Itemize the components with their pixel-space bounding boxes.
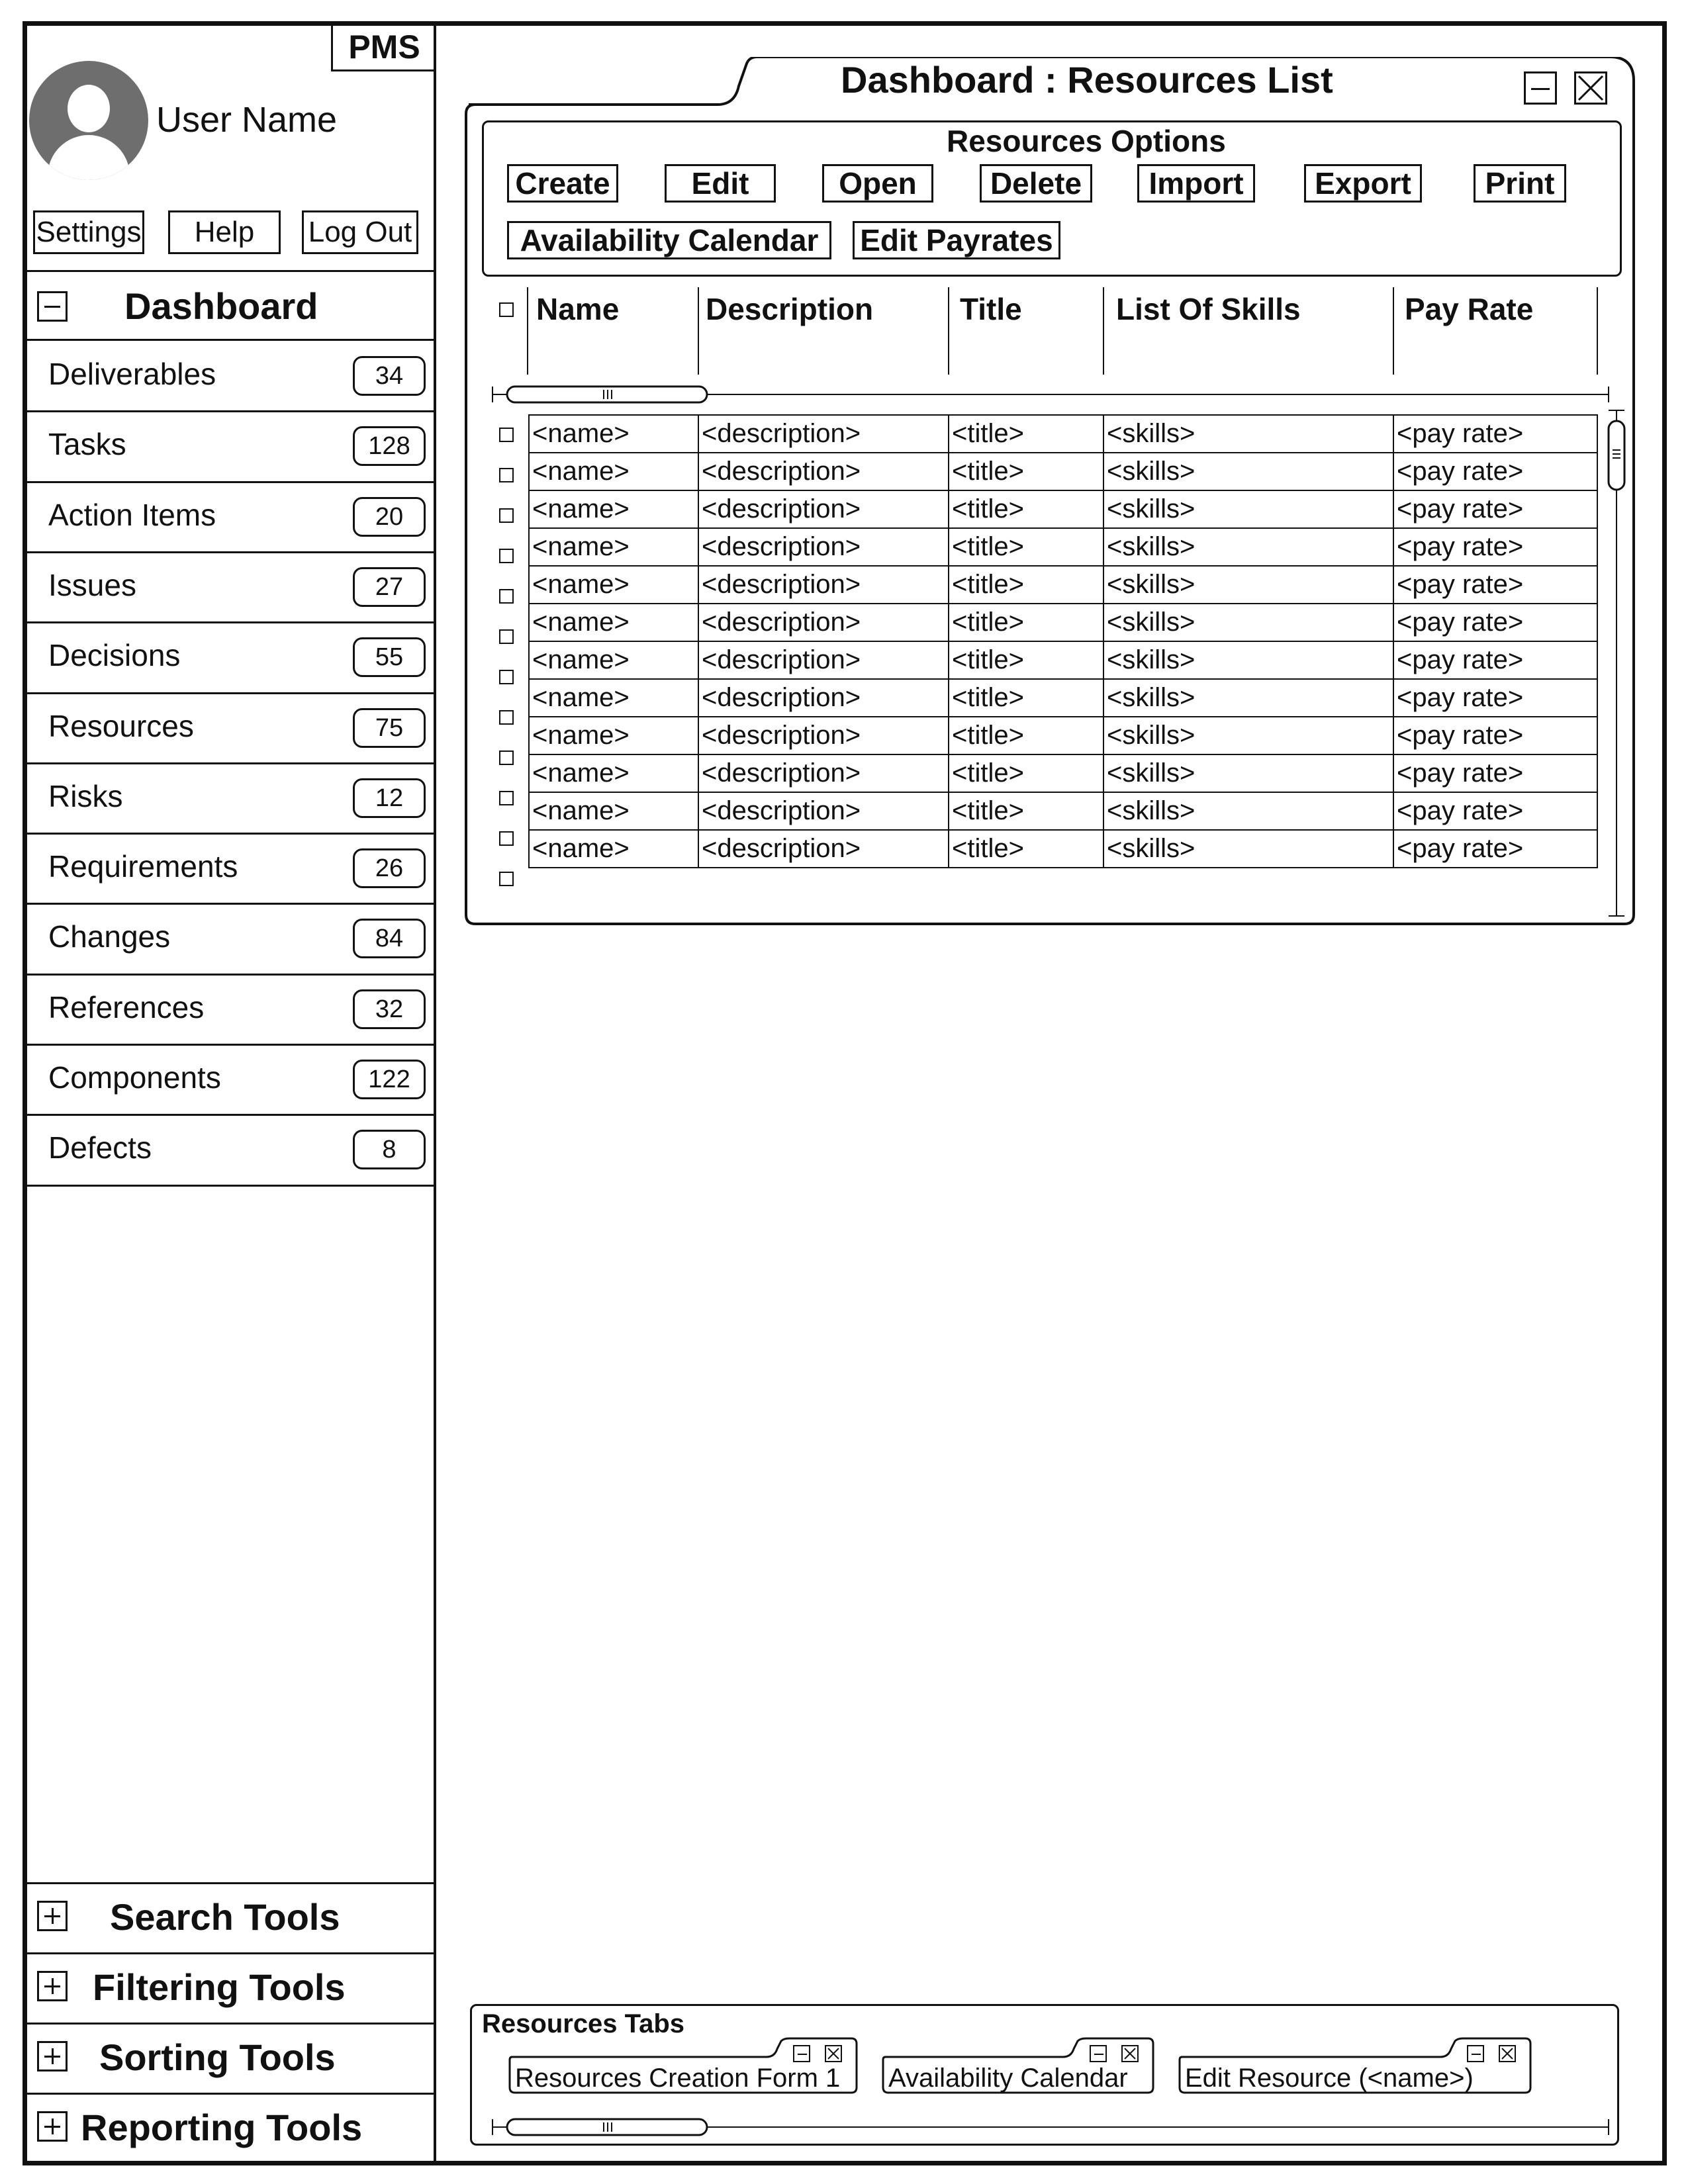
count-badge: 12	[353, 778, 426, 818]
cell-skills: <skills>	[1103, 830, 1393, 868]
cell-pay-rate: <pay rate>	[1393, 717, 1597, 754]
table-row[interactable]	[529, 830, 1597, 868]
window-title: Dashboard : Resources List	[841, 59, 1333, 101]
divider	[25, 551, 436, 553]
count-badge: 34	[353, 356, 426, 396]
tab-label[interactable]: Edit Resource (<name>)	[1185, 2064, 1474, 2093]
options-title: Resources Options	[947, 124, 1226, 158]
cell-skills: <skills>	[1103, 679, 1393, 717]
edit-payrates-button[interactable]: Edit Payrates	[853, 221, 1060, 259]
divider	[25, 270, 436, 272]
cell-skills: <skills>	[1103, 604, 1393, 641]
cell-name: <name>	[529, 566, 698, 604]
row-checkbox[interactable]	[499, 428, 514, 442]
divider	[25, 2093, 436, 2095]
column-header-title[interactable]: Title	[960, 292, 1022, 326]
table-row[interactable]	[529, 490, 1597, 528]
close-icon[interactable]	[1574, 71, 1607, 105]
row-checkbox[interactable]	[499, 508, 514, 523]
table-row[interactable]	[529, 717, 1597, 754]
cell-pay-rate: <pay rate>	[1393, 490, 1597, 528]
cell-skills: <skills>	[1103, 641, 1393, 679]
minimize-icon[interactable]	[1524, 71, 1557, 105]
divider	[25, 1185, 436, 1187]
row-checkbox[interactable]	[499, 710, 514, 725]
sidebar-item-defects[interactable]: Defects	[48, 1130, 152, 1165]
cell-title: <title>	[949, 792, 1103, 830]
cell-title: <title>	[949, 415, 1103, 453]
cell-name: <name>	[529, 792, 698, 830]
import-button[interactable]: Import	[1137, 164, 1255, 203]
divider	[25, 1114, 436, 1116]
table-row[interactable]	[529, 453, 1597, 490]
cell-description: <description>	[698, 415, 949, 453]
edit-button[interactable]: Edit	[665, 164, 776, 203]
tool-section-filtering-tools[interactable]: Filtering Tools	[93, 1966, 346, 2008]
count-badge: 20	[353, 497, 426, 537]
cell-description: <description>	[698, 528, 949, 566]
cell-description: <description>	[698, 792, 949, 830]
cell-skills: <skills>	[1103, 566, 1393, 604]
settings-button[interactable]: Settings	[33, 210, 144, 254]
count-badge: 32	[353, 989, 426, 1029]
row-checkbox[interactable]	[499, 872, 514, 886]
row-checkbox[interactable]	[499, 468, 514, 482]
cell-pay-rate: <pay rate>	[1393, 415, 1597, 453]
cell-title: <title>	[949, 453, 1103, 490]
sidebar-item-risks[interactable]: Risks	[48, 779, 123, 813]
column-separator	[948, 287, 949, 375]
resources-table	[528, 414, 1598, 868]
sidebar-item-references[interactable]: References	[48, 990, 205, 1024]
count-badge: 55	[353, 637, 426, 677]
cell-description: <description>	[698, 490, 949, 528]
count-badge: 128	[353, 426, 426, 466]
cell-pay-rate: <pay rate>	[1393, 604, 1597, 641]
tab-label[interactable]: Availability Calendar	[888, 2064, 1128, 2093]
cell-title: <title>	[949, 604, 1103, 641]
cell-pay-rate: <pay rate>	[1393, 641, 1597, 679]
cell-skills: <skills>	[1103, 453, 1393, 490]
sidebar-item-action-items[interactable]: Action Items	[48, 498, 216, 532]
table-row[interactable]	[529, 641, 1597, 679]
count-badge: 27	[353, 567, 426, 607]
table-row[interactable]	[529, 566, 1597, 604]
divider	[25, 1044, 436, 1046]
close-icon[interactable]	[1121, 2045, 1139, 2062]
minimize-icon[interactable]	[1090, 2045, 1107, 2062]
minimize-icon[interactable]	[793, 2045, 810, 2062]
row-checkbox[interactable]	[499, 670, 514, 684]
cell-pay-rate: <pay rate>	[1393, 566, 1597, 604]
cell-title: <title>	[949, 717, 1103, 754]
cell-pay-rate: <pay rate>	[1393, 792, 1597, 830]
column-separator	[1103, 287, 1104, 375]
cell-name: <name>	[529, 717, 698, 754]
open-button[interactable]: Open	[822, 164, 933, 203]
export-button[interactable]: Export	[1304, 164, 1422, 203]
row-checkbox[interactable]	[499, 549, 514, 563]
count-badge: 8	[353, 1130, 426, 1169]
horizontal-scrollbar[interactable]	[490, 381, 1611, 408]
column-header-skills[interactable]: List Of Skills	[1116, 292, 1301, 326]
divider	[25, 621, 436, 623]
column-header-description[interactable]: Description	[706, 292, 874, 326]
cell-name: <name>	[529, 528, 698, 566]
count-badge: 26	[353, 848, 426, 888]
minus-box-icon[interactable]	[37, 291, 68, 322]
sidebar-item-resources[interactable]: Resources	[48, 709, 194, 743]
sidebar-item-issues[interactable]: Issues	[48, 568, 136, 602]
cell-pay-rate: <pay rate>	[1393, 679, 1597, 717]
table-row[interactable]	[529, 754, 1597, 792]
cell-description: <description>	[698, 679, 949, 717]
cell-skills: <skills>	[1103, 754, 1393, 792]
cell-title: <title>	[949, 490, 1103, 528]
column-separator	[1393, 287, 1394, 375]
availability-calendar-button[interactable]: Availability Calendar	[507, 221, 831, 259]
cell-name: <name>	[529, 830, 698, 868]
count-badge: 122	[353, 1060, 426, 1099]
vertical-scrollbar[interactable]	[1605, 408, 1628, 919]
dashboard-section-title[interactable]: Dashboard	[124, 285, 318, 327]
divider	[25, 692, 436, 694]
divider	[25, 2023, 436, 2025]
column-separator	[527, 287, 528, 375]
cell-description: <description>	[698, 604, 949, 641]
tabs-horizontal-scrollbar[interactable]	[490, 2114, 1611, 2140]
tool-section-reporting-tools[interactable]: Reporting Tools	[81, 2107, 363, 2148]
plus-box-icon[interactable]	[37, 2041, 68, 2071]
divider	[25, 833, 436, 835]
tool-section-search-tools[interactable]: Search Tools	[110, 1896, 340, 1938]
cell-description: <description>	[698, 717, 949, 754]
divider	[25, 903, 436, 905]
logout-button[interactable]: Log Out	[302, 210, 418, 254]
user-avatar-icon	[29, 61, 148, 180]
cell-title: <title>	[949, 528, 1103, 566]
cell-title: <title>	[949, 754, 1103, 792]
cell-name: <name>	[529, 679, 698, 717]
sidebar-item-tasks[interactable]: Tasks	[48, 427, 126, 461]
count-badge: 84	[353, 919, 426, 958]
column-separator	[1597, 287, 1598, 375]
cell-title: <title>	[949, 641, 1103, 679]
cell-description: <description>	[698, 754, 949, 792]
tabs-panel-title: Resources Tabs	[482, 2009, 685, 2038]
print-button[interactable]: Print	[1474, 164, 1566, 203]
minimize-icon[interactable]	[1467, 2045, 1484, 2062]
cell-name: <name>	[529, 641, 698, 679]
divider	[25, 974, 436, 976]
cell-pay-rate: <pay rate>	[1393, 528, 1597, 566]
cell-title: <title>	[949, 830, 1103, 868]
divider	[25, 1952, 436, 1954]
column-header-pay-rate[interactable]: Pay Rate	[1405, 292, 1534, 326]
cell-skills: <skills>	[1103, 415, 1393, 453]
row-checkbox[interactable]	[499, 831, 514, 846]
tool-section-sorting-tools[interactable]: Sorting Tools	[99, 2036, 336, 2078]
row-checkbox[interactable]	[499, 589, 514, 604]
cell-title: <title>	[949, 679, 1103, 717]
close-icon[interactable]	[825, 2045, 842, 2062]
sidebar-item-changes[interactable]: Changes	[48, 919, 171, 954]
cell-description: <description>	[698, 566, 949, 604]
cell-pay-rate: <pay rate>	[1393, 830, 1597, 868]
select-all-checkbox[interactable]	[499, 302, 514, 317]
divider	[25, 762, 436, 764]
cell-name: <name>	[529, 415, 698, 453]
app-brand: PMS	[331, 24, 436, 71]
divider	[25, 339, 436, 341]
plus-box-icon[interactable]	[37, 1971, 68, 2001]
cell-description: <description>	[698, 453, 949, 490]
column-separator	[698, 287, 699, 375]
divider	[25, 481, 436, 483]
cell-name: <name>	[529, 453, 698, 490]
table-row[interactable]	[529, 528, 1597, 566]
cell-name: <name>	[529, 604, 698, 641]
cell-name: <name>	[529, 754, 698, 792]
close-icon[interactable]	[1499, 2045, 1516, 2062]
tab-label[interactable]: Resources Creation Form 1	[515, 2064, 841, 2093]
count-badge: 75	[353, 708, 426, 748]
sidebar-item-decisions[interactable]: Decisions	[48, 638, 181, 672]
table-row[interactable]	[529, 415, 1597, 453]
row-checkbox[interactable]	[499, 751, 514, 765]
cell-title: <title>	[949, 566, 1103, 604]
cell-description: <description>	[698, 830, 949, 868]
cell-skills: <skills>	[1103, 792, 1393, 830]
cell-description: <description>	[698, 641, 949, 679]
sidebar-item-components[interactable]: Components	[48, 1060, 221, 1095]
delete-button[interactable]: Delete	[980, 164, 1092, 203]
cell-name: <name>	[529, 490, 698, 528]
help-button[interactable]: Help	[168, 210, 281, 254]
sidebar-item-requirements[interactable]: Requirements	[48, 849, 238, 884]
plus-box-icon[interactable]	[37, 1901, 68, 1931]
cell-skills: <skills>	[1103, 490, 1393, 528]
user-name: User Name	[156, 100, 338, 140]
table-row[interactable]	[529, 679, 1597, 717]
column-header-name[interactable]: Name	[536, 292, 620, 326]
cell-pay-rate: <pay rate>	[1393, 453, 1597, 490]
row-checkbox[interactable]	[499, 791, 514, 805]
divider	[25, 410, 436, 412]
create-button[interactable]: Create	[507, 164, 618, 203]
plus-box-icon[interactable]	[37, 2111, 68, 2142]
row-checkbox[interactable]	[499, 629, 514, 644]
divider	[25, 1882, 436, 1884]
cell-pay-rate: <pay rate>	[1393, 754, 1597, 792]
table-row[interactable]	[529, 604, 1597, 641]
table-row[interactable]	[529, 792, 1597, 830]
cell-skills: <skills>	[1103, 528, 1393, 566]
sidebar-item-deliverables[interactable]: Deliverables	[48, 357, 216, 391]
cell-skills: <skills>	[1103, 717, 1393, 754]
